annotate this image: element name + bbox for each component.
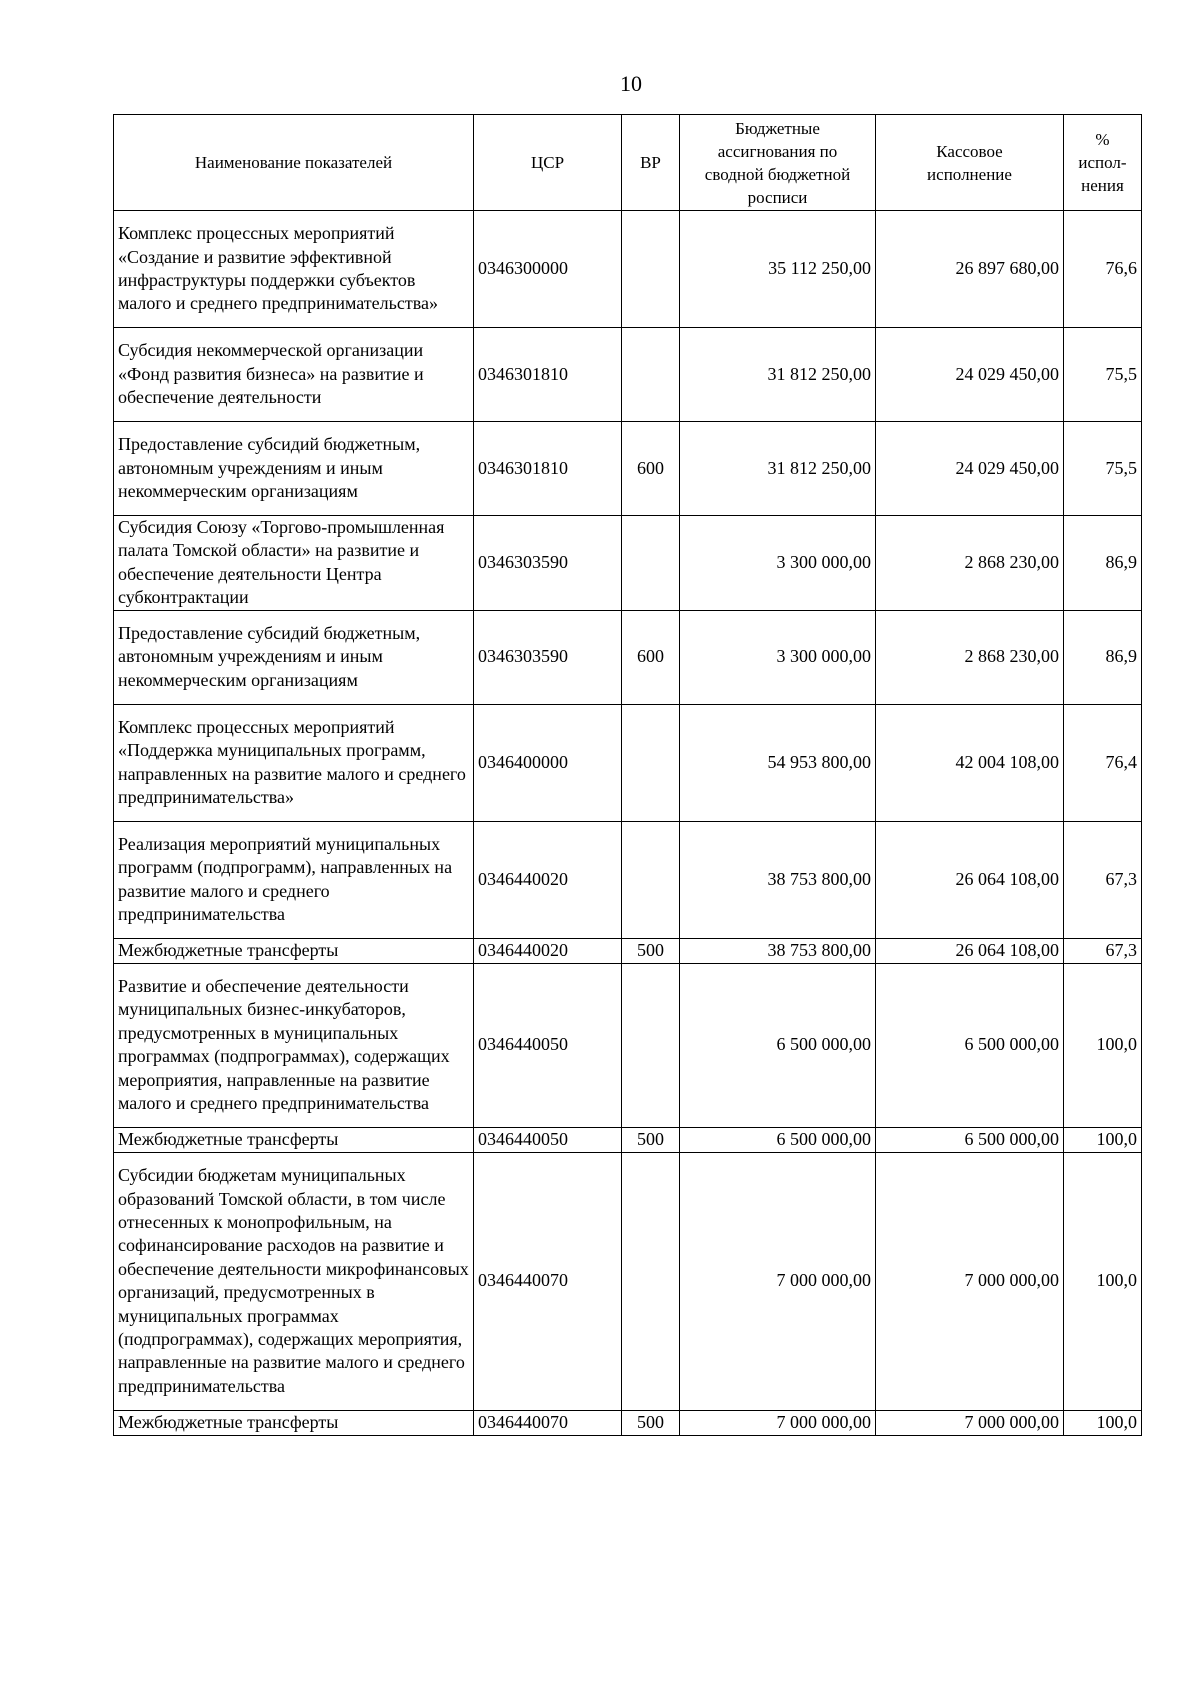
header-cash: Кассовое исполнение — [876, 115, 1064, 211]
cell-vr — [622, 821, 680, 938]
cell-name: Предоставление субсидий бюджетным, автономным учреждениям и иным некоммерческим организациям — [114, 610, 474, 704]
cell-csr: 0346301810 — [474, 328, 622, 422]
cell-name: Межбюджетные трансферты — [114, 1410, 474, 1435]
cell-name: Межбюджетные трансферты — [114, 1127, 474, 1152]
cell-cash: 26 897 680,00 — [876, 211, 1064, 328]
cell-pct: 100,0 — [1064, 1152, 1142, 1410]
cell-pct: 67,3 — [1064, 821, 1142, 938]
cell-pct: 100,0 — [1064, 1127, 1142, 1152]
cell-csr: 0346440020 — [474, 821, 622, 938]
cell-pct: 100,0 — [1064, 963, 1142, 1127]
table-row — [114, 516, 1142, 611]
cell-pct: 67,3 — [1064, 938, 1142, 963]
cell-budget: 3 300 000,00 — [680, 516, 876, 611]
table-row — [114, 211, 1142, 328]
cell-vr — [622, 211, 680, 328]
cell-budget: 31 812 250,00 — [680, 422, 876, 516]
cell-name: Комплекс процессных мероприятий «Поддержка муниципальных программ, направленных на развитие малого и среднего предпринимательства» — [114, 704, 474, 821]
cell-vr — [622, 704, 680, 821]
cell-pct: 75,5 — [1064, 328, 1142, 422]
cell-cash: 7 000 000,00 — [876, 1410, 1064, 1435]
table-header-row — [114, 115, 1142, 211]
cell-vr — [622, 328, 680, 422]
cell-csr: 0346400000 — [474, 704, 622, 821]
header-vr: ВР — [622, 115, 680, 211]
cell-budget: 38 753 800,00 — [680, 821, 876, 938]
cell-budget: 3 300 000,00 — [680, 610, 876, 704]
table-row — [114, 422, 1142, 516]
cell-csr: 0346301810 — [474, 422, 622, 516]
table-row — [114, 963, 1142, 1127]
table-row — [114, 704, 1142, 821]
cell-budget: 35 112 250,00 — [680, 211, 876, 328]
cell-vr: 600 — [622, 422, 680, 516]
cell-name: Комплекс процессных мероприятий «Создание и развитие эффективной инфраструктуры поддержки субъектов малого и среднего предпринимательства» — [114, 211, 474, 328]
cell-csr: 0346440050 — [474, 963, 622, 1127]
cell-cash: 24 029 450,00 — [876, 422, 1064, 516]
cell-cash: 6 500 000,00 — [876, 1127, 1064, 1152]
cell-csr: 0346303590 — [474, 610, 622, 704]
header-name: Наименование показателей — [114, 115, 474, 211]
table-row — [114, 1152, 1142, 1410]
cell-pct: 75,5 — [1064, 422, 1142, 516]
cell-budget: 7 000 000,00 — [680, 1152, 876, 1410]
cell-cash: 2 868 230,00 — [876, 610, 1064, 704]
cell-budget: 6 500 000,00 — [680, 963, 876, 1127]
cell-pct: 76,6 — [1064, 211, 1142, 328]
cell-csr: 0346300000 — [474, 211, 622, 328]
cell-pct: 76,4 — [1064, 704, 1142, 821]
table-row — [114, 938, 1142, 963]
cell-name: Субсидии бюджетам муниципальных образований Томской области, в том числе отнесенных к монопрофильным, на софинансирование расходов на развитие и обеспечение деятельности микрофинансовых организаций, предусмотренных в муниципальных программах (подпрограммах), содержащих мероприятия, направленные на развитие малого и среднего предпринимательства — [114, 1152, 474, 1410]
table-row — [114, 1127, 1142, 1152]
cell-name: Предоставление субсидий бюджетным, автономным учреждениям и иным некоммерческим организациям — [114, 422, 474, 516]
cell-budget: 54 953 800,00 — [680, 704, 876, 821]
cell-cash: 7 000 000,00 — [876, 1152, 1064, 1410]
cell-name: Межбюджетные трансферты — [114, 938, 474, 963]
cell-cash: 6 500 000,00 — [876, 963, 1064, 1127]
page-number: 10 — [620, 71, 642, 96]
cell-cash: 2 868 230,00 — [876, 516, 1064, 611]
header-pct: % испол-нения — [1064, 115, 1142, 211]
cell-csr: 0346440070 — [474, 1410, 622, 1435]
cell-vr — [622, 516, 680, 611]
budget-execution-table — [113, 114, 1142, 1436]
cell-vr: 500 — [622, 1410, 680, 1435]
cell-budget: 31 812 250,00 — [680, 328, 876, 422]
cell-cash: 26 064 108,00 — [876, 938, 1064, 963]
cell-cash: 42 004 108,00 — [876, 704, 1064, 821]
cell-budget: 38 753 800,00 — [680, 938, 876, 963]
cell-csr: 0346440020 — [474, 938, 622, 963]
cell-name: Развитие и обеспечение деятельности муниципальных бизнес-инкубаторов, предусмотренных в муниципальных программах (подпрограммах), содержащих мероприятия, направленные на развитие малого и среднего предпринимательства — [114, 963, 474, 1127]
cell-cash: 26 064 108,00 — [876, 821, 1064, 938]
cell-name: Субсидия некоммерческой организации «Фонд развития бизнеса» на развитие и обеспечение деятельности — [114, 328, 474, 422]
header-budget: Бюджетные ассигнования по сводной бюджетной росписи — [680, 115, 876, 211]
cell-csr: 0346440070 — [474, 1152, 622, 1410]
cell-cash: 24 029 450,00 — [876, 328, 1064, 422]
cell-vr — [622, 1152, 680, 1410]
cell-csr: 0346303590 — [474, 516, 622, 611]
table-row — [114, 610, 1142, 704]
cell-name: Реализация мероприятий муниципальных программ (подпрограмм), направленных на развитие малого и среднего предпринимательства — [114, 821, 474, 938]
cell-pct: 100,0 — [1064, 1410, 1142, 1435]
header-csr: ЦСР — [474, 115, 622, 211]
cell-vr: 600 — [622, 610, 680, 704]
table-row — [114, 821, 1142, 938]
cell-vr: 500 — [622, 938, 680, 963]
cell-vr — [622, 963, 680, 1127]
cell-pct: 86,9 — [1064, 610, 1142, 704]
cell-budget: 7 000 000,00 — [680, 1410, 876, 1435]
cell-budget: 6 500 000,00 — [680, 1127, 876, 1152]
table-row — [114, 1410, 1142, 1435]
cell-pct: 86,9 — [1064, 516, 1142, 611]
table-row — [114, 328, 1142, 422]
cell-name: Субсидия Союзу «Торгово-промышленная палата Томской области» на развитие и обеспечение деятельности Центра субконтрактации — [114, 516, 474, 611]
cell-csr: 0346440050 — [474, 1127, 622, 1152]
cell-vr: 500 — [622, 1127, 680, 1152]
